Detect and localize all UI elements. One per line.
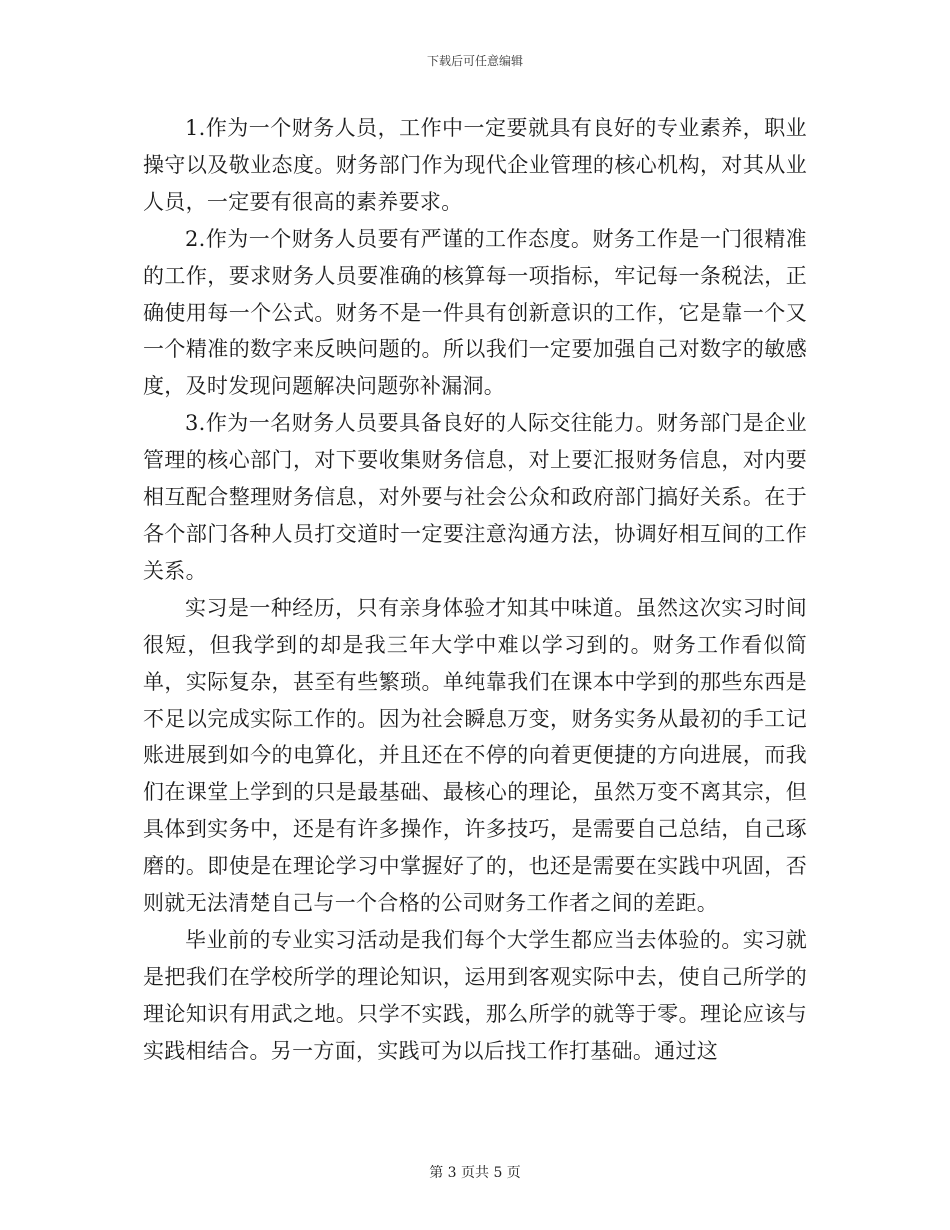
page-header-note: 下载后可任意编辑 [426, 54, 523, 68]
paragraph-3: 3.作为一名财务人员要具备良好的人际交往能力。财务部门是企业管理的核心部门，对下要收集财务信息，对上要汇报财务信息，对内要相互配合整理财务信息，对外要与社会公众和政府部门搞好关系。在于各个部门各种人员打交道时一定要注意沟通方法，协调好相互间的工作关系。 [143, 411, 807, 583]
paragraph-1: 1.作为一个财务人员，工作中一定要就具有良好的专业素养，职业操守以及敬业态度。财务部门作为现代企业管理的核心机构，对其从业人员，一定要有很高的素养要求。 [143, 116, 807, 214]
paragraph-2: 2.作为一个财务人员要有严谨的工作态度。财务工作是一门很精准的工作，要求财务人员要准确的核算每一项指标，牢记每一条税法，正确使用每一个公式。财务不是一件具有创新意识的工作，它是靠一个又一个精准的数字来反映问题的。所以我们一定要加强自己对数字的敏感度，及时发现问题解决问题弥补漏洞。 [143, 226, 807, 399]
document-body [143, 110, 807, 1070]
page-number: 第 3 页共 5 页 [429, 1165, 521, 1181]
paragraph-4: 实习是一种经历，只有亲身体验才知其中味道。虽然这次实习时间很短，但我学到的却是我三年大学中难以学习到的。财务工作看似简单，实际复杂，甚至有些繁琐。单纯靠我们在课本中学到的那些东西是不足以完成实际工作的。因为社会瞬息万变，财务实务从最初的手工记账进展到如今的电算化，并且还在不停的向着更便捷的方向进展，而我们在课堂上学到的只是最基础、最核心的理论，虽然万变不离其宗，但具体到实务中，还是有许多操作，许多技巧，是需要自己总结，自己琢磨的。即使是在理论学习中掌握好了的，也还是需要在实践中巩固，否则就无法清楚自己与一个合格的公司财务工作者之间的差距。 [143, 595, 807, 916]
paragraph-5: 毕业前的专业实习活动是我们每个大学生都应当去体验的。实习就是把我们在学校所学的理论知识，运用到客观实际中去，使自己所学的理论知识有用武之地。只学不实践，那么所学的就等于零。理论应该与实践相结合。另一方面，实践可为以后找工作打基础。通过这 [143, 927, 807, 1063]
